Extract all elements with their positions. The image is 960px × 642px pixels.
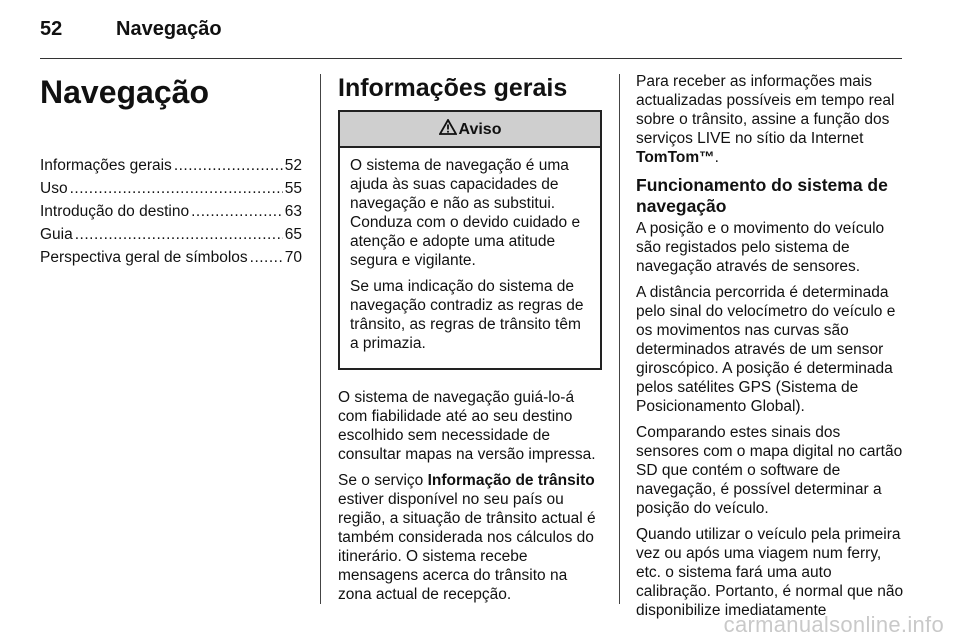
warning-header [340,112,600,148]
toc-leader-dots [250,248,283,267]
warning-body [340,148,600,368]
toc-column [40,72,302,271]
body-paragraph: Comparando estes sinais dos sensores com o mapa digital no cartão SD que contém o software de navegação, é possível determinar a posição do veículo. [636,424,903,517]
toc-item-page: 65 [284,226,302,243]
toc-leader-dots [191,202,283,221]
middle-column [338,72,602,611]
warning-box [338,110,602,370]
table-of-contents [40,156,302,269]
toc-leader-dots [174,156,283,175]
body-paragraph [636,72,904,167]
body-paragraph: A posição e o movimento do veículo são registados pelo sistema de navegação através de sensores. [636,220,885,275]
toc-leader-dots [70,179,283,198]
toc-item-label: Uso [40,180,68,197]
text-run: . [714,149,719,166]
subsection-heading: Funcionamento do sistema de navegação [636,175,888,216]
toc-leader-dots [75,225,283,244]
text-run: estiver disponível no seu país ou região, a situação de trânsito actual é também considerada nos cálculos do itinerário. O sistema recebe mensagens acerca do trânsito na zona actual de recepção. [338,491,596,603]
watermark: carmanualsonline.info [723,612,944,637]
toc-item[interactable] [40,179,302,200]
toc-item-page: 70 [284,249,302,266]
column-divider-2 [619,74,620,604]
toc-item-page: 63 [284,203,302,220]
warning-paragraph: O sistema de navegação é uma ajuda às suas capacidades de navegação e não as substitui. Conduza com o devido cuidado e atenção e adopte uma atitude segura e vigilante. [350,157,581,269]
toc-item-page: 52 [284,157,302,174]
warning-paragraph: Se uma indicação do sistema de navegação contradiz as regras de trânsito, as regras de trânsito têm a primazia. [350,278,584,352]
running-title: Navegação [116,18,222,40]
tomtom-term: TomTom™ [636,149,715,166]
toc-item-page: 55 [284,180,302,197]
toc-item-label: Guia [40,226,73,243]
warning-triangle-icon [439,119,457,140]
body-paragraph [338,471,602,604]
section-title: Informações gerais [338,74,568,102]
toc-item-label: Perspectiva geral de símbolos [40,249,248,266]
body-paragraph: O sistema de navegação guiá-lo-á com fiabilidade até ao seu destino escolhido sem necessidade de consultar mapas na versão impressa. [338,389,596,463]
toc-item[interactable] [40,225,302,246]
toc-item[interactable] [40,202,302,223]
toc-item-label: Informações gerais [40,157,172,174]
text-run: Se o serviço [338,472,428,489]
body-paragraph: A distância percorrida é determinada pelo sinal do velocímetro do veículo e os movimentos nas curvas são determinados através de um sensor giroscópico. A posição é determinada pelos satélites GPS (Sistema de Posicionamento Global). [636,284,896,415]
traffic-info-term: Informação de trânsito [427,472,595,489]
body-paragraph: Quando utilizar o veículo pela primeira vez ou após uma viagem num ferry, etc. o sistema fará uma auto calibração. Portanto, é normal que não disponibilize imediatamente [636,526,904,619]
chapter-title: Navegação [40,74,209,110]
header-rule [40,58,902,59]
text-run: Para receber as informações mais actualizadas possíveis em tempo real sobre o trânsito, assine a função dos serviços LIVE no sítio da Internet [636,73,895,147]
right-column [636,72,904,627]
toc-item[interactable] [40,248,302,269]
warning-title: Aviso [458,120,502,138]
toc-item-label: Introdução do destino [40,203,190,220]
page-number: 52 [40,18,63,40]
toc-item[interactable] [40,156,302,177]
column-divider-1 [320,74,321,604]
